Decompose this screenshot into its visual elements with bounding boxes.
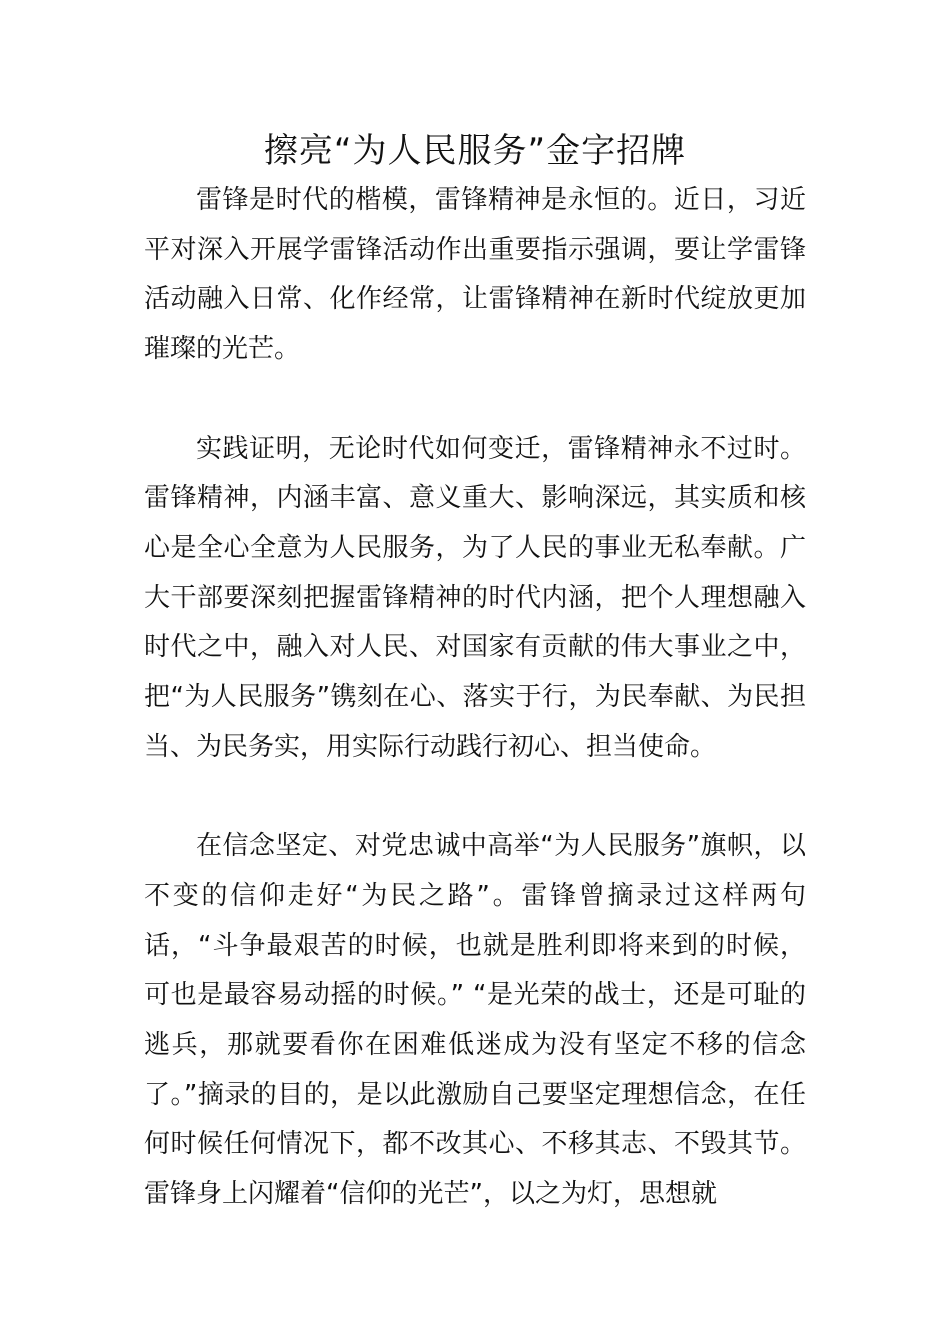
paragraph-spacer (144, 772, 806, 822)
article-body (144, 176, 806, 1220)
paragraph-1: 雷锋是时代的楷模，雷锋精神是永恒的。近日，习近平对深入开展学雷锋活动作出重要指示强调，要让学雷锋活动融入日常、化作经常，让雷锋精神在新时代绽放更加璀璨的光芒。 (144, 185, 806, 365)
paragraph-spacer (144, 375, 806, 425)
paragraph-2: 实践证明，无论时代如何变迁，雷锋精神永不过时。雷锋精神，内涵丰富、意义重大、影响深远，其实质和核心是全心全意为人民服务，为了人民的事业无私奉献。广大干部要深刻把握雷锋精神的时代内涵，把个人理想融入时代之中，融入对人民、对国家有贡献的伟大事业之中，把“为人民服务”镌刻在心、落实于行，为民奉献、为民担当、为民务实，用实际行动践行初心、担当使命。 (144, 433, 806, 762)
document-title: 擦亮“为人民服务”金字招牌 (263, 131, 687, 171)
paragraph-3: 在信念坚定、对党忠诚中高举“为人民服务”旗帜，以不变的信仰走好“为民之路”。雷锋曾摘录过这样两句话，“斗争最艰苦的时候，也就是胜利即将来到的时候，可也是最容易动摇的时候。” “是光荣的战士，还是可耻的逃兵，那就要看你在困难低迷成为没有坚定不移的信念了。”摘录的目的，是以此激励自己要坚定理想信念，在任何时候任何情况下，都不改其心、不移其志、不毁其节。雷锋身上闪耀着“信仰的光芒”，以之为灯，思想就 (144, 831, 806, 1210)
